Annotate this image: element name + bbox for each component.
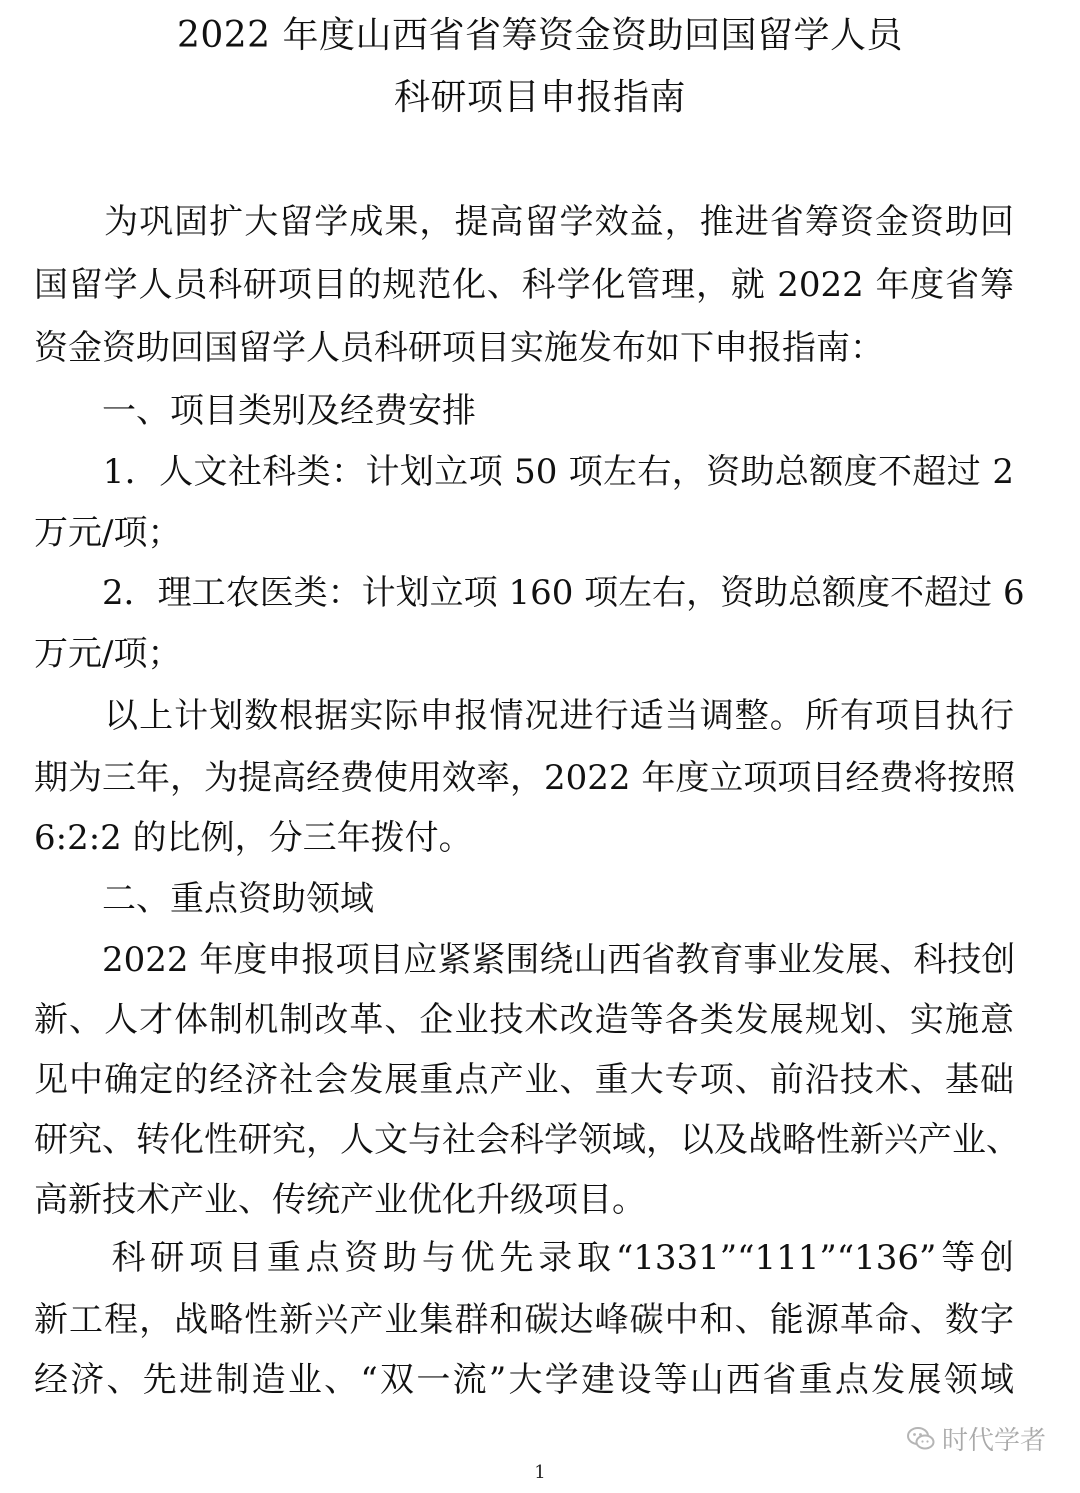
body-line: 国留学人员科研项目的规范化、科学化管理，就 2022 年度省筹 xyxy=(34,265,1014,305)
watermark xyxy=(906,1420,1046,1457)
body-line: 新、人才体制机制改革、企业技术改造等各类发展规划、实施意 xyxy=(34,1000,1014,1040)
section-heading: 二、重点资助领域 xyxy=(34,879,374,919)
body-line: 万元/项； xyxy=(34,634,182,674)
body-line: 高新技术产业、传统产业优化升级项目。 xyxy=(34,1180,646,1220)
body-line: 以上计划数根据实际申报情况进行适当调整。所有项目执行 xyxy=(34,696,1014,736)
body-line: 新工程，战略性新兴产业集群和碳达峰碳中和、能源革命、数字 xyxy=(34,1300,1014,1340)
document-title-line-2: 科研项目申报指南 xyxy=(393,77,686,118)
body-line: 1．人文社科类：计划立项 50 项左右，资助总额度不超过 2 xyxy=(34,452,1014,492)
body-line: 2022 年度申报项目应紧紧围绕山西省教育事业发展、科技创 xyxy=(34,940,1016,980)
body-line: 万元/项； xyxy=(34,513,182,553)
body-line: 研究、转化性研究，人文与社会科学领域，以及战略性新兴产业、 xyxy=(34,1120,1020,1160)
document-title-line-1: 2022 年度山西省省筹资金资助回国留学人员 xyxy=(176,15,904,56)
body-line: 期为三年，为提高经费使用效率，2022 年度立项项目经费将按照 xyxy=(34,758,1016,798)
body-line: 资金资助回国留学人员科研项目实施发布如下申报指南： xyxy=(34,328,884,368)
body-line: 为巩固扩大留学成果，提高留学效益，推进省筹资金资助回 xyxy=(34,202,1014,242)
wechat-icon xyxy=(906,1424,936,1454)
body-line: 6:2:2 的比例，分三年拨付。 xyxy=(34,818,473,858)
body-line: 经济、先进制造业、“双一流”大学建设等山西省重点发展领域 xyxy=(34,1360,1014,1400)
section-heading: 一、项目类别及经费安排 xyxy=(34,391,476,431)
page-number: 1 xyxy=(534,1462,546,1483)
body-line: 2．理工农医类：计划立项 160 项左右，资助总额度不超过 6 xyxy=(34,573,1025,613)
body-line: 见中确定的经济社会发展重点产业、重大专项、前沿技术、基础 xyxy=(34,1060,1014,1100)
watermark-text: 时代学者 xyxy=(941,1426,1046,1456)
body-line: 科研项目重点资助与优先录取“1331”“111”“136”等创 xyxy=(34,1238,1014,1278)
